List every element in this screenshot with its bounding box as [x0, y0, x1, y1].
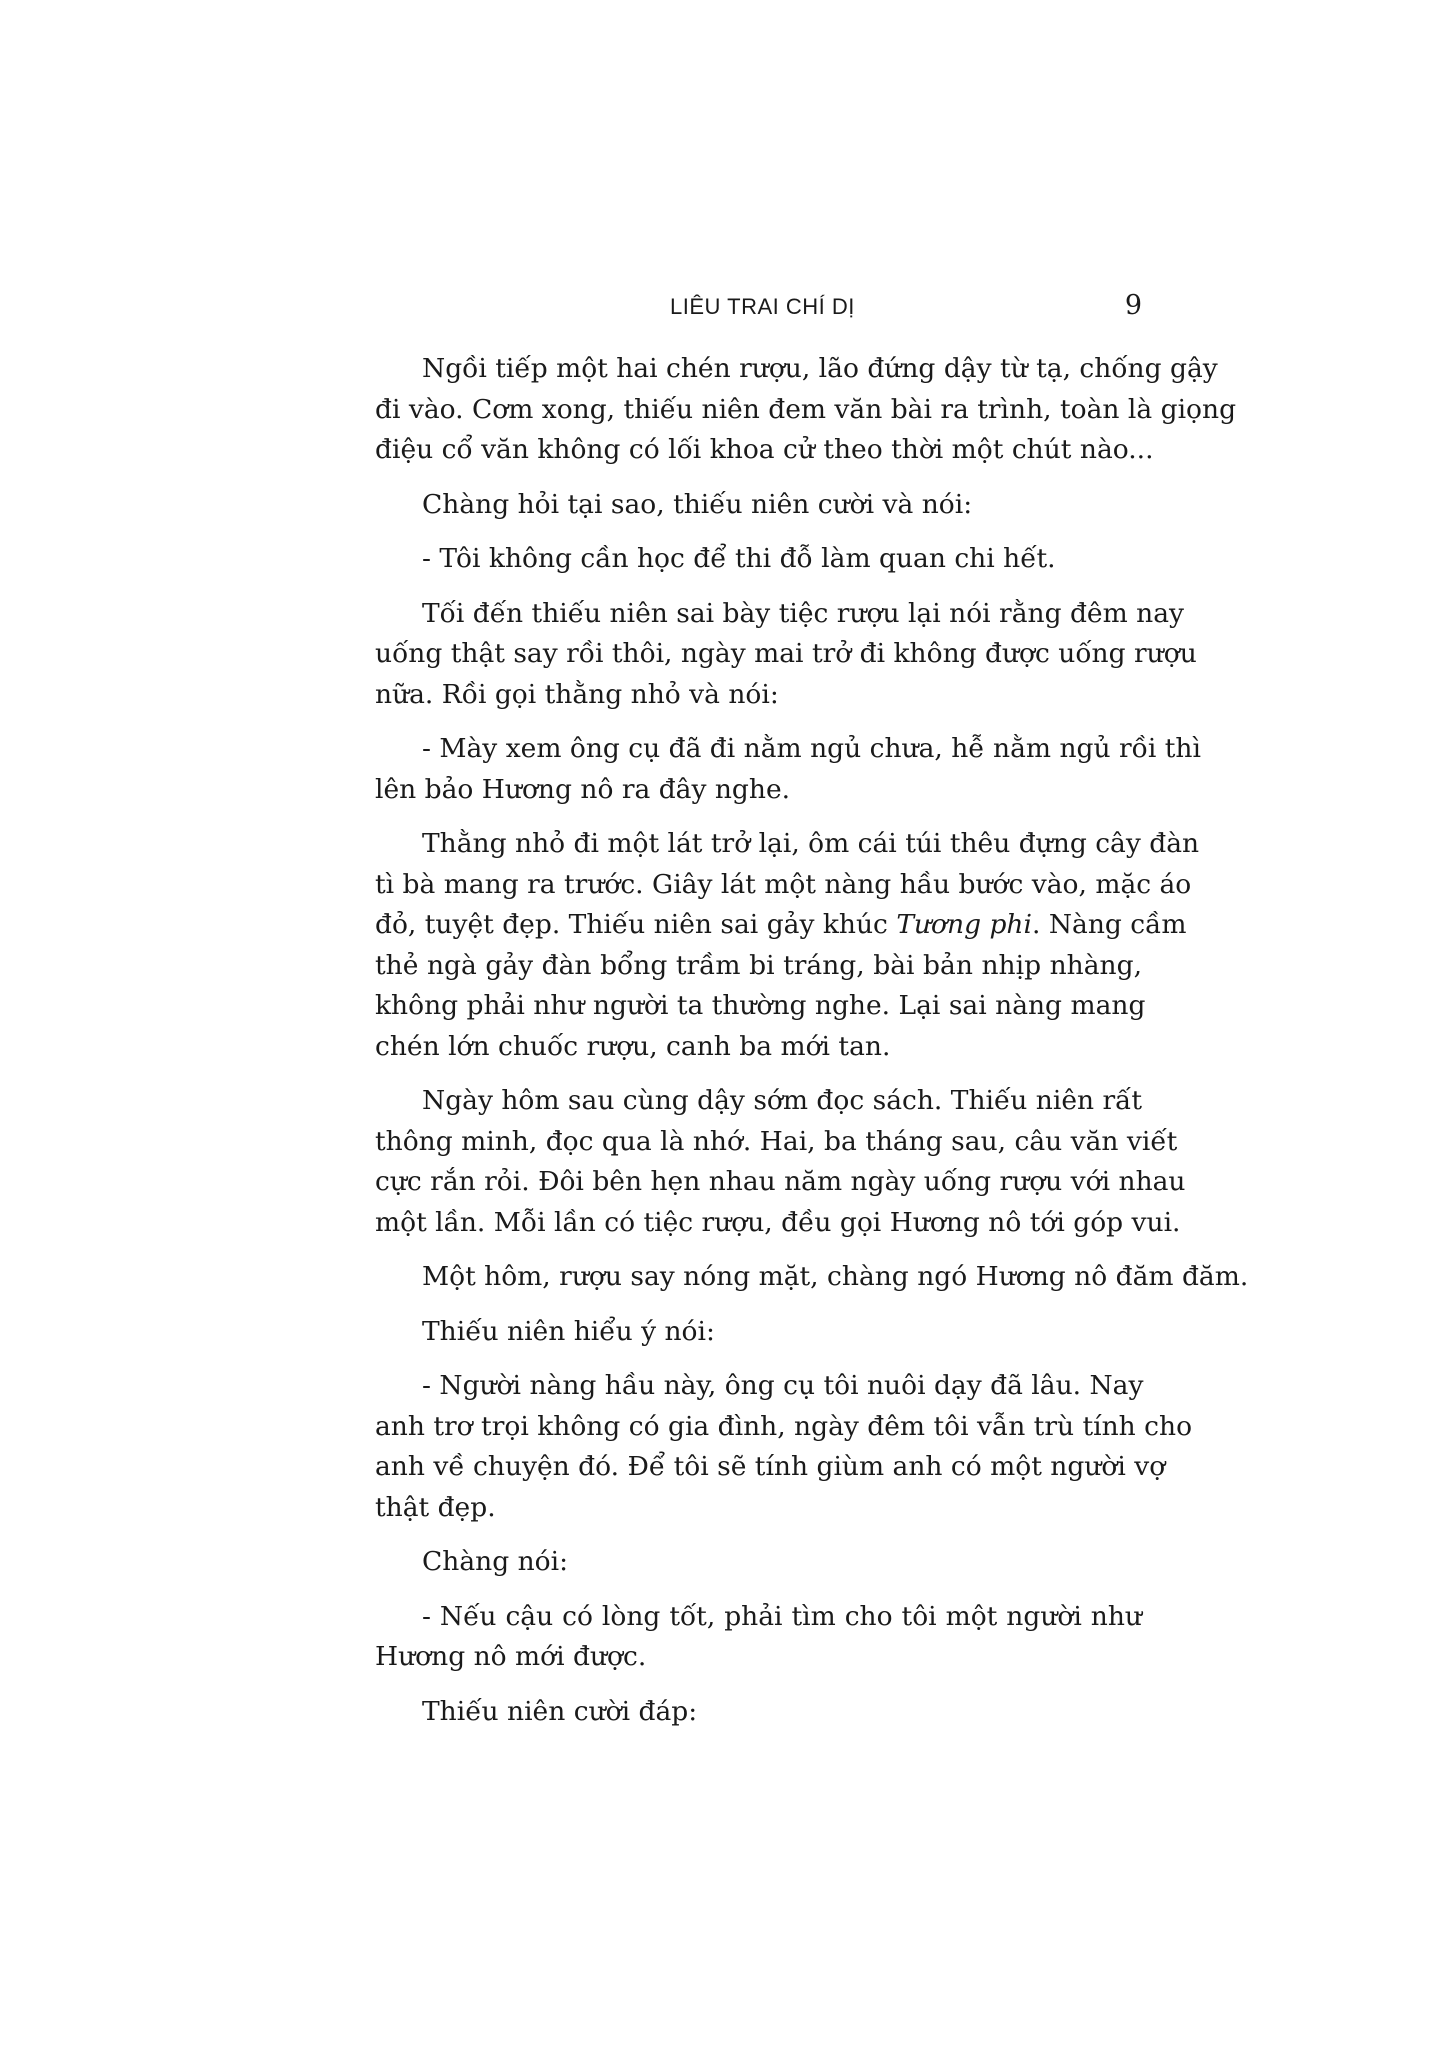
text-line: điệu cổ văn không có lối khoa cử theo thời một chút nào...	[375, 434, 1154, 465]
paragraph	[375, 1081, 1186, 1243]
text-line: tì bà mang ra trước. Giây lát một nàng hầu bước vào, mặc áo	[375, 868, 1192, 900]
text-line: không phải như người ta thường nghe. Lại sai nàng mang	[375, 990, 1146, 1021]
text-line: Tối đến thiếu niên sai bày tiệc rượu lại nói rằng đêm nay	[422, 597, 1185, 629]
text-line: uống thật say rồi thôi, ngày mai trở đi không được uống rượu	[375, 638, 1197, 669]
text-line: cực rắn rỏi. Đôi bên hẹn nhau năm ngày uống rượu với nhau	[375, 1166, 1186, 1197]
paragraph	[375, 1366, 1193, 1528]
paragraph	[375, 729, 1201, 810]
text-line: đỏ, tuyệt đẹp. Thiếu niên sai gảy khúc Tương phi. Nàng cầm	[375, 909, 1187, 940]
text-line: - Người nàng hầu này, ông cụ tôi nuôi dạy đã lâu. Nay	[422, 1370, 1144, 1401]
paragraph	[375, 485, 1142, 526]
text-line: một lần. Mỗi lần có tiệc rượu, đều gọi Hương nô tới góp vui.	[375, 1206, 1181, 1238]
text-line: lên bảo Hương nô ra đây nghe.	[375, 773, 791, 805]
paragraph	[375, 1692, 1142, 1733]
text-line: chén lớn chuốc rượu, canh ba mới tan.	[375, 1030, 891, 1062]
text-line: - Tôi không cần học để thi đỗ làm quan chi hết.	[422, 543, 1056, 574]
book-title: LIÊU TRAI CHÍ DỊ	[670, 294, 855, 319]
text-line: - Mày xem ông cụ đã đi nằm ngủ chưa, hễ nằm ngủ rồi thì	[422, 733, 1201, 764]
text-line: Chàng hỏi tại sao, thiếu niên cười và nói:	[422, 488, 973, 520]
body-text	[375, 349, 1249, 1746]
paragraph	[375, 1257, 1249, 1298]
text-line: Ngày hôm sau cùng dậy sớm đọc sách. Thiếu niên rất	[422, 1085, 1143, 1116]
paragraph	[375, 1312, 1142, 1353]
text-line: thông minh, đọc qua là nhớ. Hai, ba tháng sau, câu văn viết	[375, 1125, 1178, 1157]
text-line: Thiếu niên cười đáp:	[422, 1695, 698, 1727]
paragraph	[375, 594, 1197, 716]
text-line: anh về chuyện đó. Để tôi sẽ tính giùm anh có một người vợ	[375, 1451, 1166, 1482]
text-line: Chàng nói:	[422, 1546, 569, 1577]
text-line: anh trơ trọi không có gia đình, ngày đêm tôi vẫn trù tính cho	[375, 1410, 1193, 1442]
text-line: thẻ ngà gảy đàn bổng trầm bi tráng, bài bản nhịp nhàng,	[375, 949, 1142, 981]
text-line: Thiếu niên hiểu ý nói:	[422, 1315, 715, 1347]
paragraph	[375, 1597, 1142, 1678]
text-line: Thằng nhỏ đi một lát trở lại, ôm cái túi thêu đựng cây đàn	[422, 828, 1200, 859]
paragraph	[375, 539, 1142, 580]
text-line: nữa. Rồi gọi thằng nhỏ và nói:	[375, 678, 779, 710]
text-line: đi vào. Cơm xong, thiếu niên đem văn bài ra trình, toàn là giọng	[375, 393, 1237, 425]
text-line: Một hôm, rượu say nóng mặt, chàng ngó Hương nô đăm đăm.	[422, 1261, 1249, 1292]
text-line: Hương nô mới được.	[375, 1641, 647, 1672]
paragraph	[375, 824, 1200, 1067]
paragraph	[375, 1542, 1142, 1583]
text-line: - Nếu cậu có lòng tốt, phải tìm cho tôi một người như	[422, 1600, 1142, 1632]
text-line: Ngồi tiếp một hai chén rượu, lão đứng dậy từ tạ, chống gậy	[422, 353, 1218, 384]
page-number: 9	[1124, 290, 1142, 321]
paragraph	[375, 349, 1237, 471]
text-line: thật đẹp.	[375, 1491, 496, 1523]
running-head	[375, 288, 1142, 328]
